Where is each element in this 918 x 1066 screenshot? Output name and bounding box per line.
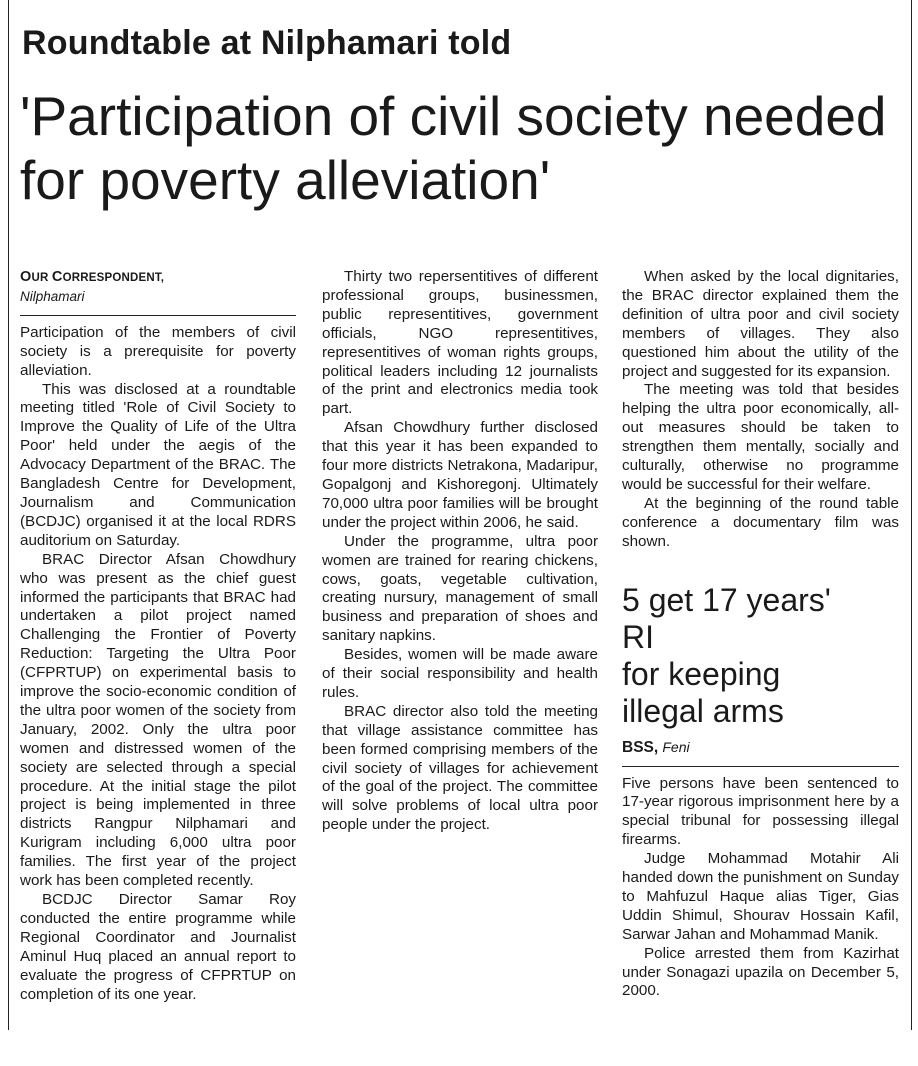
paragraph: Five persons have been sentenced to 17-year rigorous imprisonment here by a special tribunal for possessing illegal firearms. — [622, 774, 899, 849]
second-story-byline: BSS, Feni — [622, 738, 690, 756]
paragraph: The meeting was told that besides helping the ultra poor economically, all-out measures should be taken to strengthen them mentally, socially and culturally, otherwise no programme would be successful for their welfare. — [622, 381, 899, 493]
paragraph: Judge Mohammad Motahir Ali handed down the punishment on Sunday to Mahfuzul Haque alias Tiger, Gias Uddin Shimul, Shourav Hossain Kafil, Sarwar Jahan and Mohammad Manik. — [622, 850, 899, 943]
column-2 — [322, 268, 598, 835]
column-3 — [622, 268, 899, 1001]
paragraph: At the beginning of the round table conference a documentary film was shown. — [622, 494, 899, 550]
main-headline: 'Participation of civil society needed for poverty alleviation' — [20, 85, 887, 211]
paragraph: Thirty two repersentitives of different professional groups, businessmen, public representitives, government officials, NGO representitives, representitives of woman rights groups, political leaders including 12 journalists of the print and electronics media took part. — [322, 268, 598, 418]
second-story-rule — [622, 766, 899, 767]
column-1 — [20, 268, 296, 1004]
byline-name: OUR CORRESPONDENT, — [20, 269, 165, 285]
paragraph: Police arrested them from Kazirhat under Sonagazi upazila on December 5, 2000. — [622, 944, 899, 1000]
kicker-headline: Roundtable at Nilphamari told — [22, 24, 512, 62]
paragraph: When asked by the local dignitaries, the BRAC director explained them the definition of ultra poor and civil society members of villages. They also questioned him about the utility of the project and suggested for its expansion. — [622, 268, 899, 380]
second-story-headline: 5 get 17 years' RI for keeping illegal arms — [622, 581, 831, 729]
paragraph: Afsan Chowdhury further disclosed that this year it has been expanded to four more districts Netrakona, Madaripur, Gopalgonj and Kishoregonj. Ultimately 70,000 ultra poor families will be brought under the project within 2006, he said. — [322, 419, 598, 531]
byline-place: Nilphamari — [20, 288, 85, 304]
paragraph: Besides, women will be made aware of their social responsibility and health rules. — [322, 646, 598, 701]
paragraph: This was disclosed at a roundtable meeting titled 'Role of Civil Society to Improve the Quality of Life of the Ultra Poor' held under the aegis of the Advocacy Department of the BRAC. The Bangladesh Centre for Development, Journalism and Communication (BCDJC) organised it at the local RDRS auditorium on Saturday. — [20, 380, 296, 549]
paragraph: BRAC director also told the meeting that village assistance committee has been formed comprising members of the civil society of villages for achievement of the goal of the project. The committee will solve problems of local ultra poor people under the project. — [322, 702, 598, 834]
paragraph: BCDJC Director Samar Roy conducted the entire programme while Regional Coordinator and Journalist Aminul Huq placed an annual report to evaluate the progress of CFPRTUP on completion of its one year. — [20, 891, 296, 1003]
paragraph: Participation of the members of civil society is a prerequisite for poverty alleviation. — [20, 323, 296, 379]
byline-rule — [20, 315, 296, 316]
paragraph: Under the programme, ultra poor women are trained for rearing chickens, cows, goats, vegetable cultivation, creating nursury, management of small business and preparation of shoes and sanitary napkins. — [322, 532, 598, 645]
paragraph: BRAC Director Afsan Chowdhury who was present as the chief guest informed the participants that BRAC had undertaken a pilot project named Challenging the Frontier of Poverty Reduction: Targeting the Ultra Poor (CFPRTUP) on experimental basis to improve the socio-economic condition of the ultra poor women of the society from January, 2002. Only the ultra poor women and distressed women of the society are selected through a special procedure. At the initial stage the pilot project is being implemented in three districts Rangpur Nilphamari and Kurigram including 6,000 ultra poor families. The first year of the project work has been completed recently. — [20, 550, 296, 890]
